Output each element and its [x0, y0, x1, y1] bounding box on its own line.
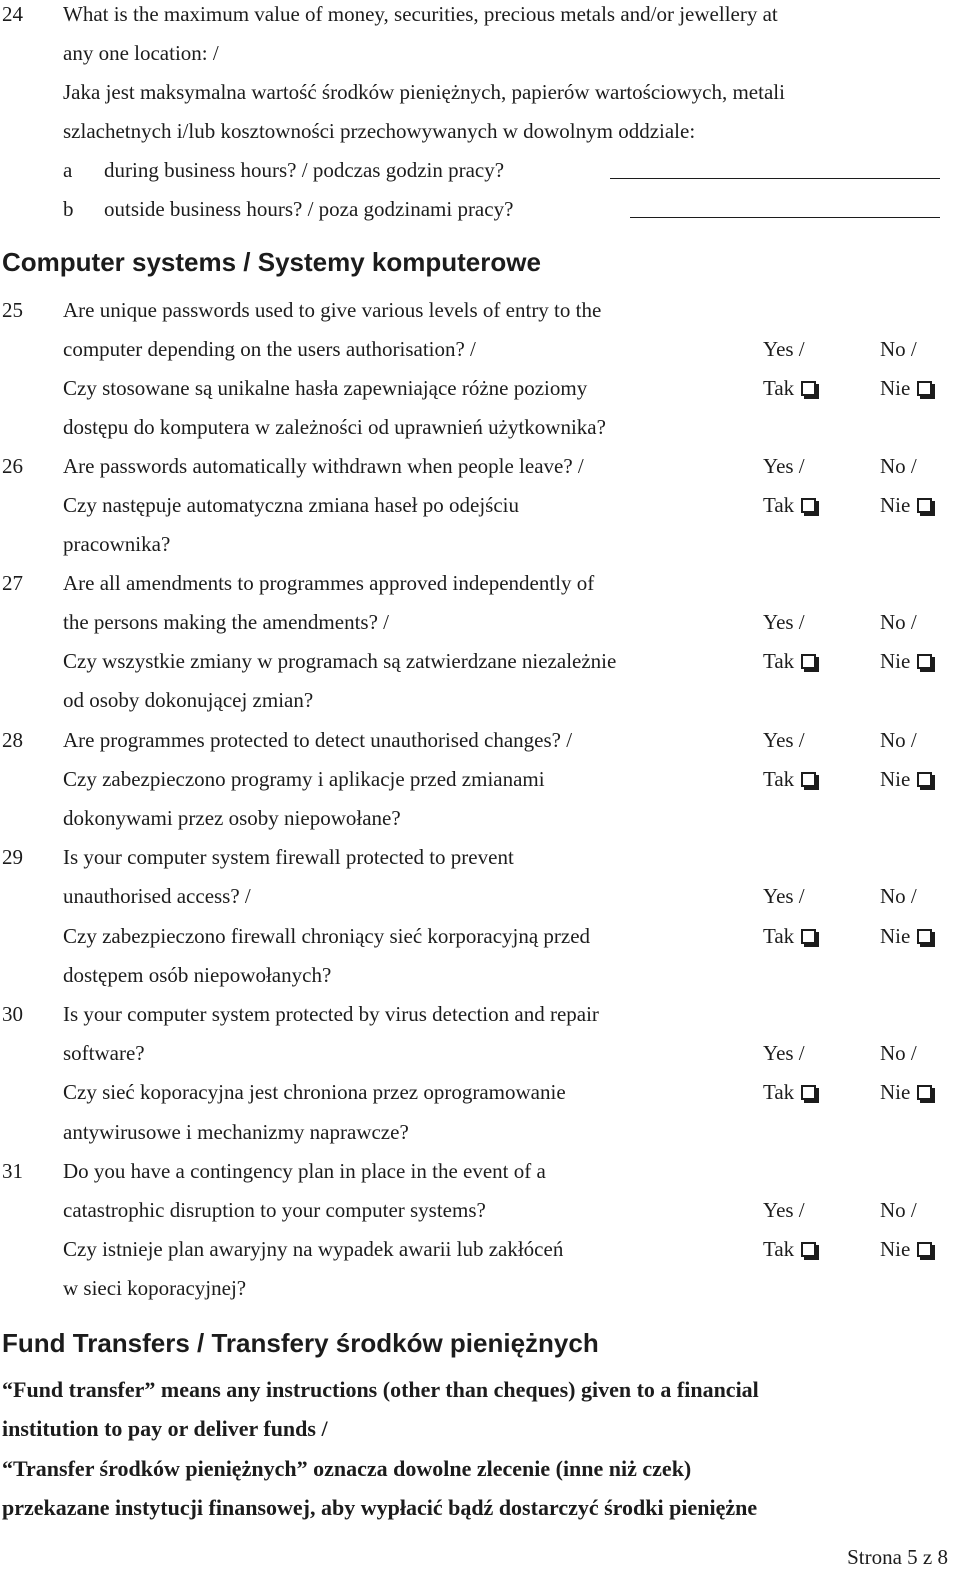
subitem-text: during business hours? / podczas godzin pracy? — [104, 158, 505, 182]
yes-label: Yes / — [763, 884, 805, 908]
answer-blank-line[interactable] — [630, 217, 940, 218]
question-text-pl: od osoby dokonującej zmian? — [63, 688, 314, 712]
question-number: 24 — [2, 2, 23, 26]
question-text-en: computer depending on the users authorisation? / — [63, 337, 476, 361]
nie-checkbox[interactable] — [917, 498, 932, 513]
tak-option — [763, 649, 816, 673]
question-text-en: unauthorised access? / — [63, 884, 251, 908]
yes-label: Yes / — [763, 337, 805, 361]
question-text-pl: antywirusowe i mechanizmy naprawcze? — [63, 1120, 409, 1144]
no-label: No / — [880, 1198, 917, 1222]
tak-option — [763, 493, 816, 517]
question-text-pl: Czy następuje automatyczna zmiana haseł po odejściu — [63, 493, 520, 517]
subitem-letter: a — [63, 158, 73, 182]
tak-option — [763, 376, 816, 400]
no-label: No / — [880, 610, 917, 634]
tak-option — [763, 767, 816, 791]
definition-text-pl: przekazane instytucji finansowej, aby wypłacić bądź dostarczyć środki pieniężne — [2, 1495, 758, 1520]
nie-label: Nie — [880, 767, 911, 791]
question-text-pl: Czy wszystkie zmiany w programach są zatwierdzane niezależnie — [63, 649, 617, 673]
nie-label: Nie — [880, 649, 911, 673]
tak-label: Tak — [763, 649, 795, 673]
no-label: No / — [880, 728, 917, 752]
question-text-en: Are unique passwords used to give various levels of entry to the — [63, 298, 602, 322]
question-text-en: software? — [63, 1041, 145, 1065]
nie-checkbox[interactable] — [917, 929, 932, 944]
tak-checkbox[interactable] — [801, 1085, 816, 1100]
tak-label: Tak — [763, 1080, 795, 1104]
question-text-en: Are passwords automatically withdrawn when people leave? / — [63, 454, 584, 478]
nie-checkbox[interactable] — [917, 654, 932, 669]
tak-option — [763, 1237, 816, 1261]
nie-checkbox[interactable] — [917, 772, 932, 787]
tak-option — [763, 1080, 816, 1104]
question-text-pl: pracownika? — [63, 532, 171, 556]
tak-checkbox[interactable] — [801, 929, 816, 944]
tak-option — [763, 924, 816, 948]
definition-text-pl: “Transfer środków pieniężnych” oznacza dowolne zlecenie (inne niż czek) — [2, 1456, 692, 1481]
no-label: No / — [880, 884, 917, 908]
no-label: No / — [880, 454, 917, 478]
nie-label: Nie — [880, 1080, 911, 1104]
question-text-pl: dokonywami przez osoby niepowołane? — [63, 806, 401, 830]
nie-option — [880, 1237, 932, 1261]
question-text-pl: dostępem osób niepowołanych? — [63, 963, 332, 987]
section-heading-computer-systems: Computer systems / Systemy komputerowe — [2, 247, 541, 277]
nie-option — [880, 376, 932, 400]
yes-label: Yes / — [763, 1041, 805, 1065]
question-text-en: Are programmes protected to detect unauthorised changes? / — [63, 728, 573, 752]
question-text-en: catastrophic disruption to your computer systems? — [63, 1198, 486, 1222]
question-text-en: Is your computer system firewall protected to prevent — [63, 845, 514, 869]
definition-text-en: institution to pay or deliver funds / — [2, 1416, 328, 1441]
definition-text-en: “Fund transfer” means any instructions (other than cheques) given to a financial — [2, 1377, 759, 1402]
nie-label: Nie — [880, 493, 911, 517]
nie-checkbox[interactable] — [917, 381, 932, 396]
nie-label: Nie — [880, 924, 911, 948]
question-number: 29 — [2, 845, 23, 869]
question-text-pl: Czy stosowane są unikalne hasła zapewniające różne poziomy — [63, 376, 588, 400]
nie-label: Nie — [880, 1237, 911, 1261]
nie-checkbox[interactable] — [917, 1242, 932, 1257]
question-text-pl: Jaka jest maksymalna wartość środków pieniężnych, papierów wartościowych, metali — [63, 80, 785, 104]
question-text-pl: Czy sieć koporacyjna jest chroniona przez oprogramowanie — [63, 1080, 566, 1104]
question-text-en: Do you have a contingency plan in place in the event of a — [63, 1159, 546, 1183]
tak-label: Tak — [763, 1237, 795, 1261]
tak-label: Tak — [763, 767, 795, 791]
question-text-pl: w sieci koporacyjnej? — [63, 1276, 247, 1300]
yes-label: Yes / — [763, 610, 805, 634]
nie-option — [880, 767, 932, 791]
subitem-letter: b — [63, 197, 74, 221]
tak-checkbox[interactable] — [801, 381, 816, 396]
nie-checkbox[interactable] — [917, 1085, 932, 1100]
nie-option — [880, 1080, 932, 1104]
no-label: No / — [880, 337, 917, 361]
nie-option — [880, 924, 932, 948]
question-text-en: Is your computer system protected by virus detection and repair — [63, 1002, 599, 1026]
tak-label: Tak — [763, 376, 795, 400]
tak-label: Tak — [763, 924, 795, 948]
question-number: 28 — [2, 728, 23, 752]
section-heading-fund-transfers: Fund Transfers / Transfery środków pieniężnych — [2, 1328, 599, 1358]
question-number: 30 — [2, 1002, 23, 1026]
question-text-en: any one location: / — [63, 41, 219, 65]
page-number: Strona 5 z 8 — [847, 1545, 948, 1569]
question-text-en: Are all amendments to programmes approved independently of — [63, 571, 595, 595]
nie-option — [880, 493, 932, 517]
question-text-en: What is the maximum value of money, securities, precious metals and/or jewellery at — [63, 2, 778, 26]
subitem-text: outside business hours? / poza godzinami pracy? — [104, 197, 514, 221]
nie-label: Nie — [880, 376, 911, 400]
question-text-pl: Czy istnieje plan awaryjny na wypadek awarii lub zakłóceń — [63, 1237, 564, 1261]
tak-label: Tak — [763, 493, 795, 517]
yes-label: Yes / — [763, 728, 805, 752]
question-number: 27 — [2, 571, 23, 595]
question-text-en: the persons making the amendments? / — [63, 610, 390, 634]
question-text-pl: szlachetnych i/lub kosztowności przechowywanych w dowolnym oddziale: — [63, 119, 696, 143]
tak-checkbox[interactable] — [801, 654, 816, 669]
tak-checkbox[interactable] — [801, 1242, 816, 1257]
question-text-pl: Czy zabezpieczono programy i aplikacje przed zmianami — [63, 767, 545, 791]
yes-label: Yes / — [763, 1198, 805, 1222]
question-number: 25 — [2, 298, 23, 322]
answer-blank-line[interactable] — [610, 178, 940, 179]
tak-checkbox[interactable] — [801, 498, 816, 513]
no-label: No / — [880, 1041, 917, 1065]
question-text-pl: Czy zabezpieczono firewall chroniący sieć korporacyjną przed — [63, 924, 591, 948]
tak-checkbox[interactable] — [801, 772, 816, 787]
question-number: 26 — [2, 454, 23, 478]
yes-label: Yes / — [763, 454, 805, 478]
question-number: 31 — [2, 1159, 23, 1183]
question-text-pl: dostępu do komputera w zależności od uprawnień użytkownika? — [63, 415, 606, 439]
nie-option — [880, 649, 932, 673]
